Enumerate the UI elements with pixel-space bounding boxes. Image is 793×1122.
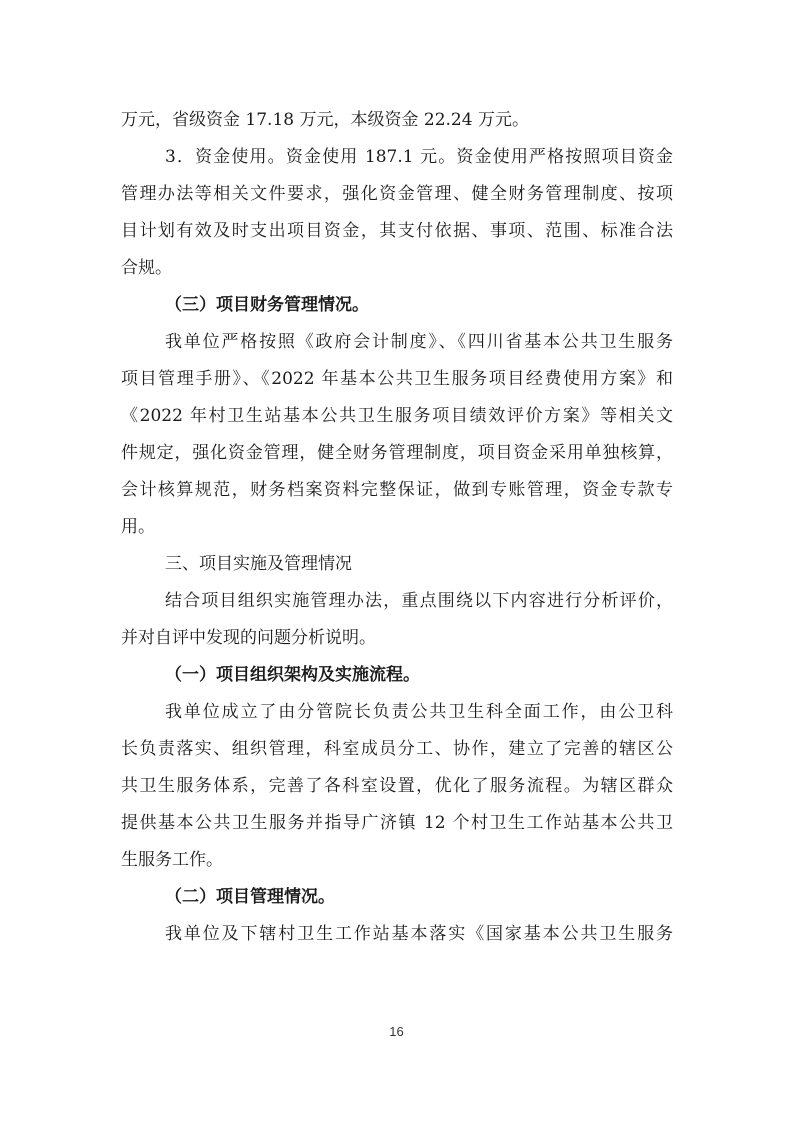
- text-line: 合规。: [121, 258, 172, 278]
- text-line: 我单位成立了由分管院长负责公共卫生科全面工作，由公卫科: [165, 702, 673, 722]
- text-line: 用。: [121, 517, 155, 537]
- text-line: 目计划有效及时支出项目资金，其支付依据、事项、范围、标准合法: [121, 221, 673, 241]
- text-line: 我单位严格按照《政府会计制度》、《四川省基本公共卫生服务: [165, 332, 673, 352]
- text-line: 管理办法等相关文件要求，强化资金管理、健全财务管理制度、按项: [121, 184, 673, 204]
- section-heading: 三、项目实施及管理情况: [165, 554, 352, 574]
- subheading-organization: （一）项目组织架构及实施流程。: [165, 665, 420, 685]
- body-text: [121, 102, 673, 953]
- page-number: 16: [389, 1024, 404, 1039]
- text-line: 长负责落实、组织管理，科室成员分工、协作，建立了完善的辖区公: [121, 739, 673, 759]
- text-line: 提供基本公共卫生服务并指导广济镇 12 个村卫生工作站基本公共卫: [121, 813, 673, 833]
- text-line: 生服务工作。: [121, 850, 223, 870]
- text-line: 并对自评中发现的问题分析说明。: [121, 628, 376, 648]
- text-line: 项目管理手册》、《2022 年基本公共卫生服务项目经费使用方案》和: [121, 369, 673, 389]
- subheading-finance: （三）项目财务管理情况。: [165, 295, 369, 315]
- text-line: 会计核算规范，财务档案资料完整保证，做到专账管理，资金专款专: [121, 480, 673, 500]
- text-line: 《2022 年村卫生站基本公共卫生服务项目绩效评价方案》等相关文: [121, 406, 673, 426]
- subheading-management: （二）项目管理情况。: [165, 887, 335, 907]
- text-line: 共卫生服务体系，完善了各科室设置，优化了服务流程。为辖区群众: [121, 776, 673, 796]
- text-line: 万元，省级资金 17.18 万元，本级资金 22.24 万元。: [121, 110, 529, 130]
- text-line: 我单位及下辖村卫生工作站基本落实《国家基本公共卫生服务: [165, 924, 673, 944]
- text-line: 3．资金使用。资金使用 187.1 元。资金使用严格按照项目资金: [165, 147, 673, 167]
- text-line: 结合项目组织实施管理办法，重点围绕以下内容进行分析评价，: [165, 591, 673, 611]
- text-line: 件规定，强化资金管理，健全财务管理制度，项目资金采用单独核算，: [121, 443, 673, 463]
